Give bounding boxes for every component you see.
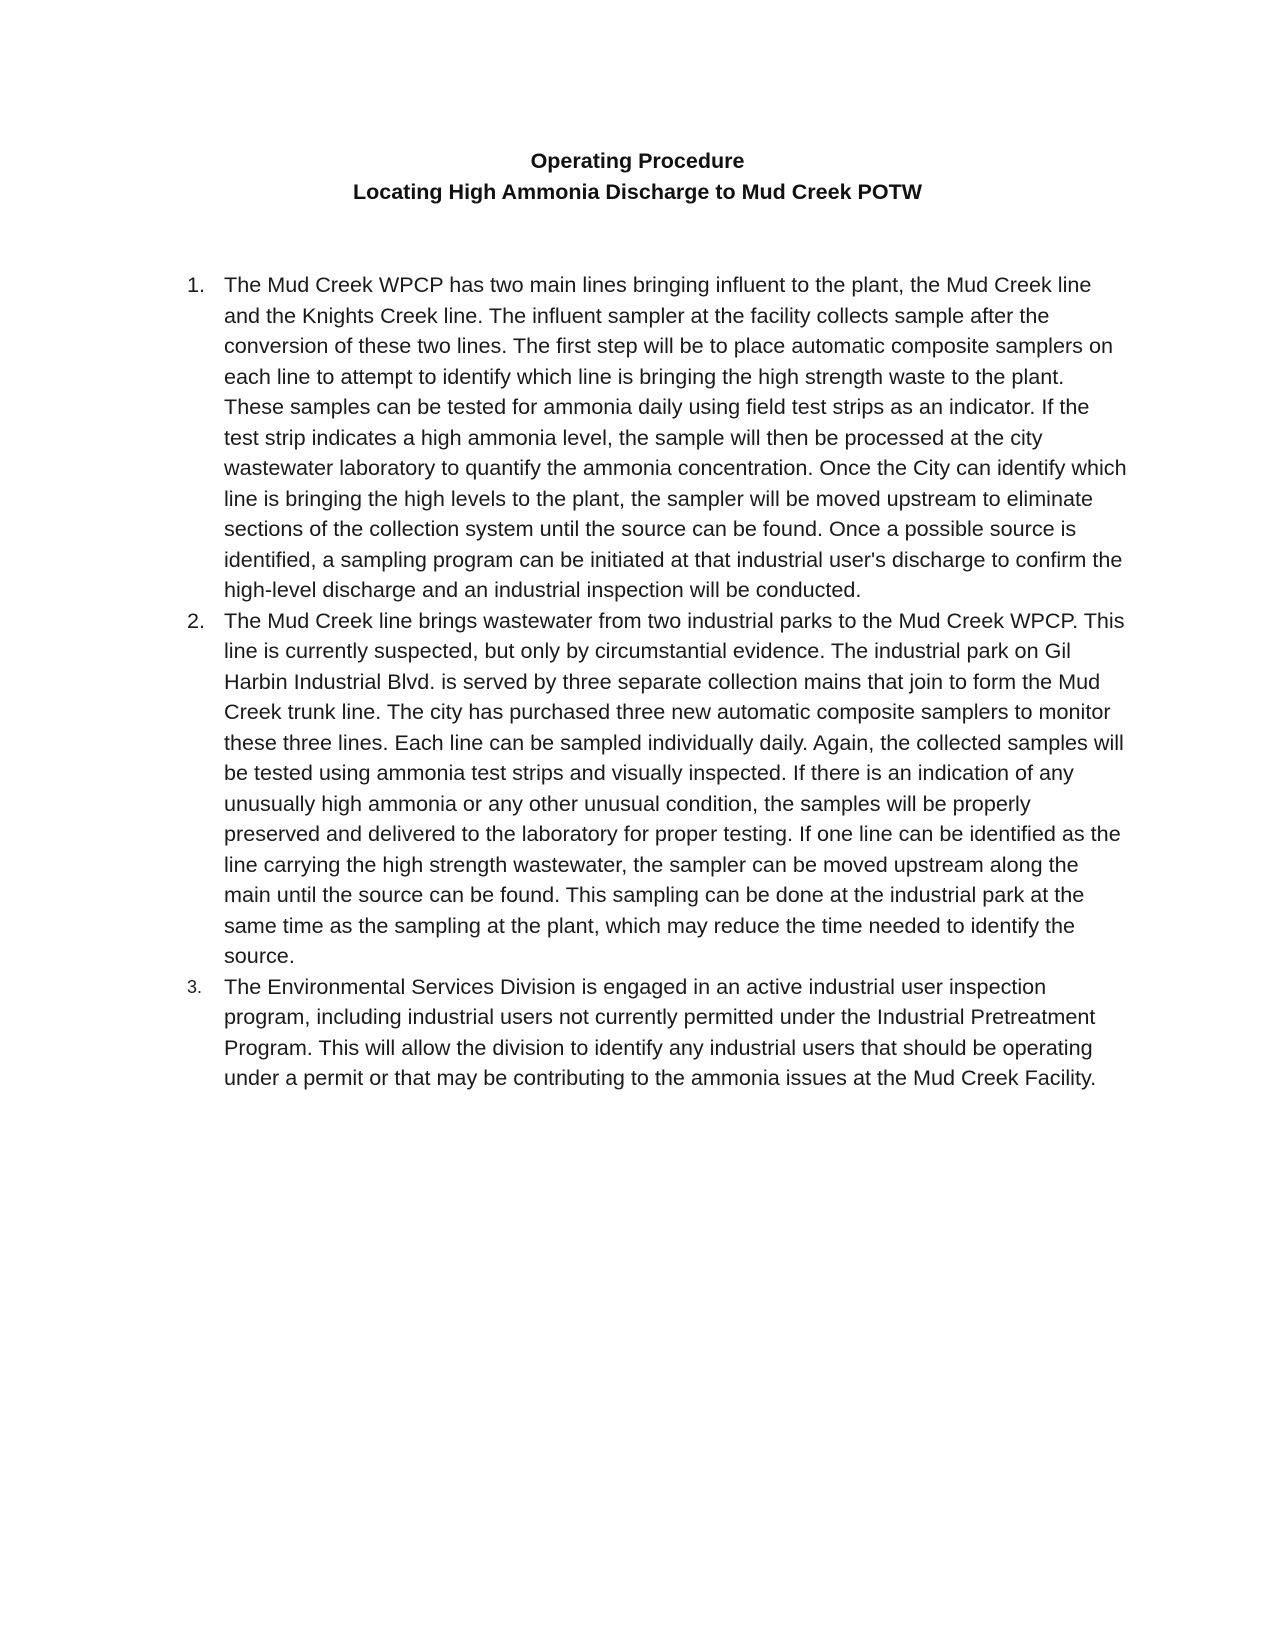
- step-number: 1.: [187, 272, 206, 297]
- step-number: 2.: [187, 607, 206, 633]
- document-title: Operating Procedure: [530, 149, 745, 173]
- document-subtitle: Locating High Ammonia Discharge to Mud Creek POTW: [352, 180, 922, 204]
- step-text: The Mud Creek line brings wastewater from two industrial parks to the Mud Creek WPCP. This line is currently suspected, but only by circumstantial evidence. The industrial park on Gil Harbin Industrial Blvd. is served by three separate collection mains that join to form the Mud Creek trunk line. The city has purchased three new automatic composite samplers to monitor these three lines. Each line can be sampled individually daily. Again, the collected samples will be tested using ammonia test strips and visually inspected. If there is an indication of any unusually high ammonia or any other unusual condition, the samples will be properly preserved and delivered to the laboratory for proper testing. If one line can be identified as the line carrying the high strength wastewater, the sampler can be moved upstream along the main until the source can be found. This sampling can be done at the industrial park at the same time as the sampling at the plant, which may reduce the time needed to identify the source.: [224, 607, 1125, 968]
- procedure-list: [187, 270, 1127, 1094]
- procedure-step-1: [187, 270, 1127, 606]
- procedure-step-2: [187, 606, 1127, 972]
- procedure-step-3: [187, 972, 1127, 1094]
- step-number: 3.: [187, 976, 203, 997]
- step-text: The Environmental Services Division is engaged in an active industrial user inspection program, including industrial users not currently permitted under the Industrial Pretreatment Program. This will allow the division to identify any industrial users that should be operating under a permit or that may be contributing to the ammonia issues at the Mud Creek Facility.: [224, 973, 1097, 1090]
- step-text: The Mud Creek WPCP has two main lines bringing influent to the plant, the Mud Creek line and the Knights Creek line. The influent sampler at the facility collects sample after the conversion of these two lines. The first step will be to place automatic composite samplers on each line to attempt to identify which line is bringing the high strength waste to the plant. These samples can be tested for ammonia daily using field test strips as an indicator. If the test strip indicates a high ammonia level, the sample will then be processed at the city wastewater laboratory to quantify the ammonia concentration. Once the City can identify which line is bringing the high levels to the plant, the sampler will be moved upstream to eliminate sections of the collection system until the source can be found. Once a possible source is identified, a sampling program can be initiated at that industrial user's discharge to confirm the high-level discharge and an industrial inspection will be conducted.: [224, 272, 1127, 602]
- title-block: [0, 146, 1275, 208]
